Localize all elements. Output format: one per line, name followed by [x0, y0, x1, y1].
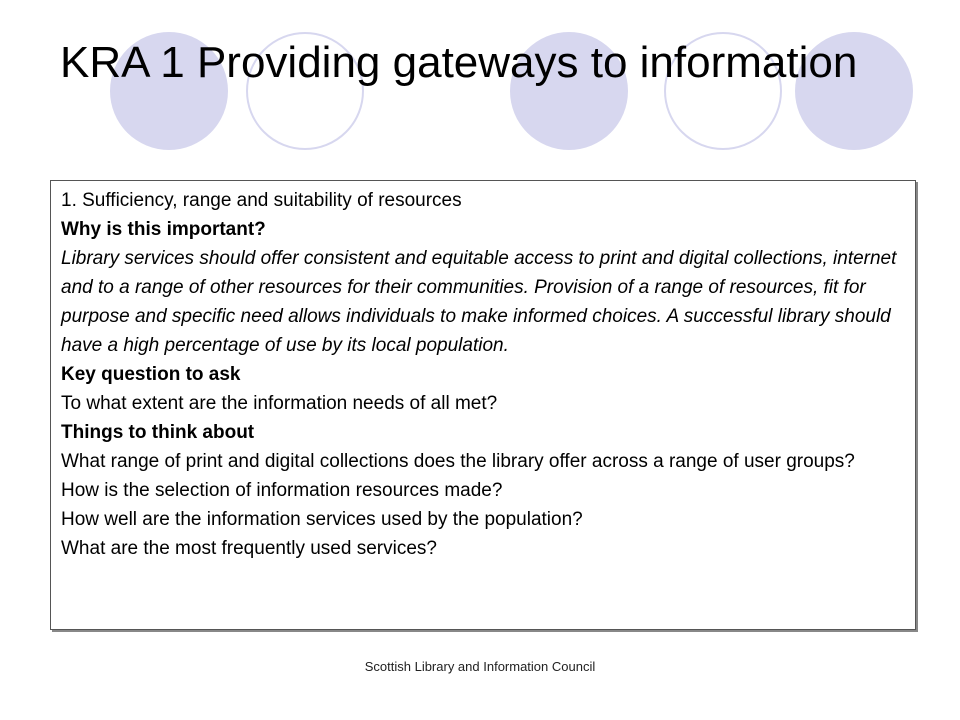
slide-footer: Scottish Library and Information Council [364, 659, 596, 674]
key-question-text: To what extent are the information needs of all met? [61, 393, 498, 414]
things-item: How well are the information services used by the population? [61, 509, 583, 530]
slide-title: KRA 1 Providing gateways to information [60, 38, 858, 87]
section-heading: 1. Sufficiency, range and suitability of resources [61, 190, 462, 211]
things-item: What are the most frequently used services? [61, 538, 437, 559]
why-label: Why is this important? [61, 219, 266, 240]
why-text: Library services should offer consistent and equitable access to print and digital collections, internet and to a range of other resources for their communities. Provision of a range of resources, fit for purpose and specific need allows individuals to make informed choices. A successful library should have a high percentage of use by its local population. [61, 248, 897, 356]
content-box [50, 180, 916, 630]
things-item: How is the selection of information resources made? [61, 480, 503, 501]
things-item: What range of print and digital collections does the library offer across a range of user groups? [61, 451, 855, 472]
key-question-label: Key question to ask [61, 364, 241, 385]
things-label: Things to think about [61, 422, 255, 443]
